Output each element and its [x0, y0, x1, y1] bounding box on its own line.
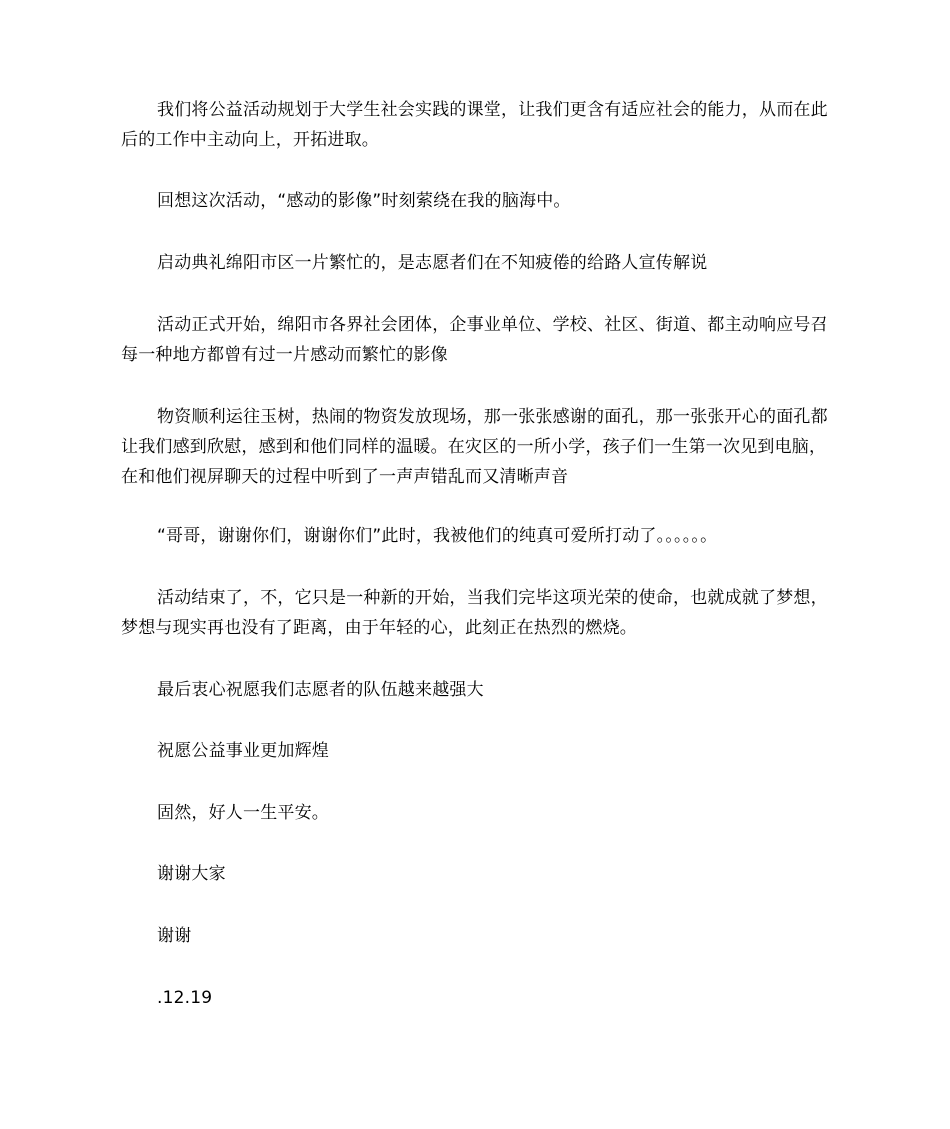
paragraph-supplies-yushu: 物资顺利运往玉树，热闹的物资发放现场，那一张张感谢的面孔，那一张张开心的面孔都让我们感到欣慰，感到和他们同样的温暖。在灾区的一所小学，孩子们一生第一次见到电脑，在和他们视屏聊天的过程中听到了一声声错乱而又清晰声音 [121, 407, 828, 487]
paragraph-wish-team: 最后衷心祝愿我们志愿者的队伍越来越强大 [157, 680, 484, 700]
paragraph-launch-ceremony: 启动典礼绵阳市区一片繁忙的，是志愿者们在不知疲倦的给路人宣传解说 [157, 253, 708, 273]
paragraph-thanks: 谢谢 [157, 926, 192, 946]
paragraph-recall-activity: 回想这次活动，“感动的影像”时刻萦绕在我的脑海中。 [157, 191, 571, 211]
paragraph-thank-you-quote: “哥哥，谢谢你们，谢谢你们”此时，我被他们的纯真可爱所打动了。。。。。。 [157, 526, 718, 546]
paragraph-safe-wish: 固然，好人一生平安。 [157, 803, 329, 823]
paragraph-activity-end: 活动结束了，不，它只是一种新的开始，当我们完毕这项光荣的使命，也就成就了梦想，梦想与现实再也没有了距离，由于年轻的心，此刻正在热烈的燃烧。 [121, 588, 828, 638]
paragraph-date: .12.19 [157, 988, 213, 1008]
paragraph-thanks-everyone: 谢谢大家 [157, 864, 226, 884]
paragraph-wish-welfare: 祝愿公益事业更加辉煌 [157, 741, 329, 761]
paragraph-public-welfare-practice: 我们将公益活动规划于大学生社会实践的课堂，让我们更含有适应社会的能力，从而在此后的工作中主动向上，开拓进取。 [121, 100, 828, 150]
paragraph-activity-start: 活动正式开始，绵阳市各界社会团体，企事业单位、学校、社区、街道、都主动响应号召每一种地方都曾有过一片感动而繁忙的影像 [121, 315, 828, 365]
